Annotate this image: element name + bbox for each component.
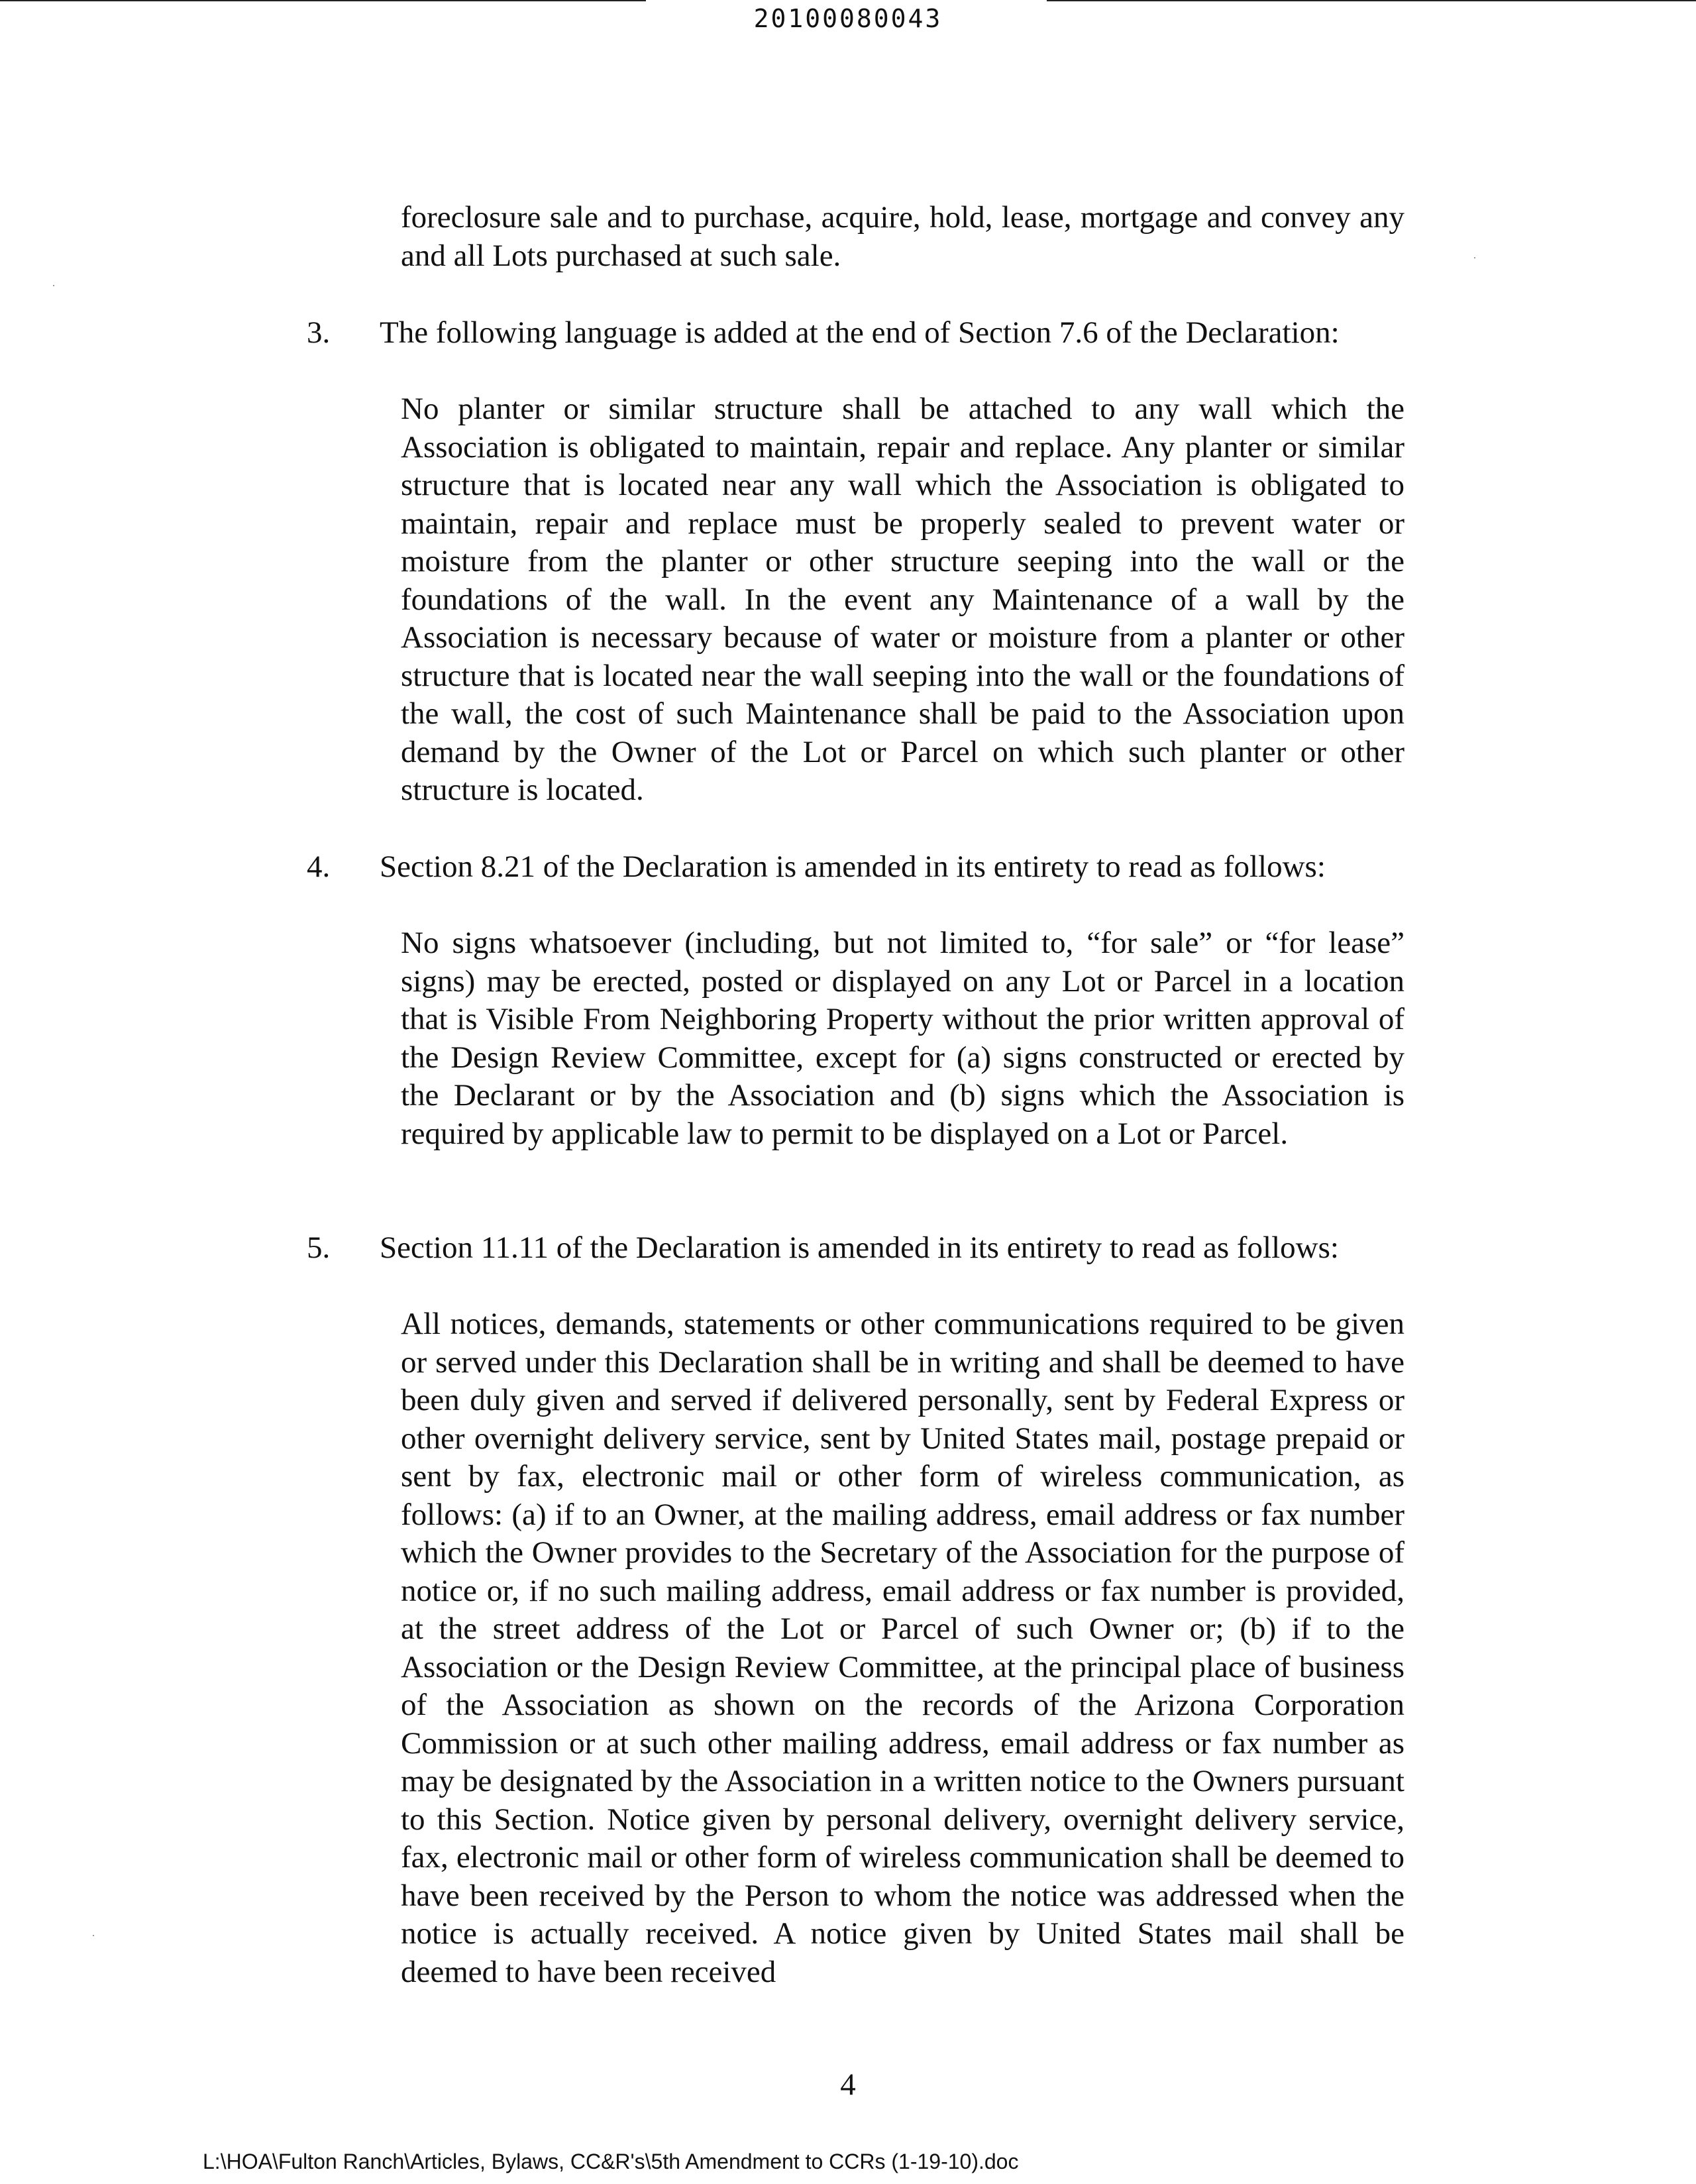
- item-body: All notices, demands, statements or other communications required to be given or served under this Declaration shall be in writing and shall be deemed to have been duly given and served if delivered personally, sent by Federal Express or other overnight delivery service, sent by United States mail, postage prepaid or sent by fax, electronic mail or other form of wireless communication, as follows: (a) if to an Owner, at the mailing address, email address or fax number which the Owner provides to the Secretary of the Association for the purpose of notice or, if no such mailing address, email address or fax number is provided, at the street address of the Lot or Parcel of such Owner or; (b) if to the Association or the Design Review Committee, at the principal place of business of the Association as shown on the records of the Arizona Corporation Commission or at such other mailing address, email address or fax number as may be designated by the Association in a written notice to the Owners pursuant to this Section. Notice given by personal delivery, overnight delivery service, fax, electronic mail or other form of wireless communication shall be deemed to have been received by the Person to whom the notice was addressed when the notice is actually received. A notice given by United States mail shall be deemed to have been received: [401, 1307, 1404, 1989]
- header-rule-right: [1047, 0, 1696, 1]
- item-heading: Section 11.11 of the Declaration is amended in its entirety to read as follows:: [380, 1230, 1339, 1265]
- item-body: No signs whatsoever (including, but not limited to, “for sale” or “for lease” signs) may be erected, posted or displayed on any Lot or Parcel in a location that is Visible From Neighboring Property without the prior written approval of the Design Review Committee, except for (a) signs constructed or erected by the Declarant or by the Association and (b) signs which the Association is required by applicable law to permit to be displayed on a Lot or Parcel.: [401, 926, 1404, 1151]
- scan-speck: [1474, 257, 1475, 258]
- item-body: No planter or similar structure shall be attached to any wall which the Association is obligated to maintain, repair and replace. Any planter or similar structure that is located near any wall which the Association is obligated to maintain, repair and replace must be properly sealed to prevent water or moisture from the planter or other structure seeping into the wall or the foundations of the wall. In the event any Maintenance of a wall by the Association is necessary because of water or moisture from a planter or other structure that is located near the wall seeping into the wall or the foundations of the wall, the cost of such Maintenance shall be paid to the Association upon demand by the Owner of the Lot or Parcel on which such planter or other structure is located.: [401, 392, 1404, 807]
- continuation-paragraph: foreclosure sale and to purchase, acquire, hold, lease, mortgage and convey any and all Lots purchased at such sale.: [401, 200, 1404, 273]
- scan-speck: [53, 285, 54, 286]
- header-rule-left: [0, 0, 646, 1]
- page-number: 4: [840, 2067, 856, 2102]
- item-number: 5.: [307, 1230, 331, 1265]
- item-number: 3.: [307, 315, 331, 350]
- item-heading: The following language is added at the end of Section 7.6 of the Declaration:: [380, 315, 1340, 350]
- item-heading: Section 8.21 of the Declaration is amended in its entirety to read as follows:: [380, 849, 1326, 884]
- scan-speck: [93, 1935, 94, 1936]
- recording-number: 20100080043: [753, 4, 943, 33]
- item-number: 4.: [307, 849, 331, 884]
- document-file-path: L:\HOA\Fulton Ranch\Articles, Bylaws, CC&R's\5th Amendment to CCRs (1-19-10).doc: [203, 2150, 1019, 2173]
